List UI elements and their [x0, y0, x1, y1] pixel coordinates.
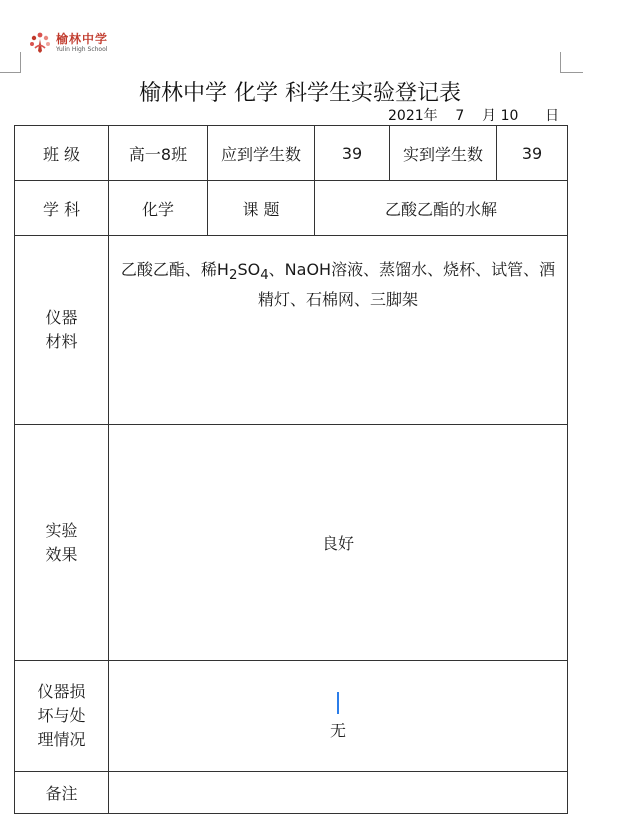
- class-label: 班 级: [15, 126, 109, 181]
- class-value[interactable]: 高一8班: [109, 126, 208, 181]
- subject-value[interactable]: 化学: [109, 181, 208, 236]
- remarks-value[interactable]: [109, 772, 568, 814]
- materials-label-line: 仪器: [45, 308, 78, 327]
- materials-text: SO: [237, 260, 261, 279]
- expected-students-label: 应到学生数: [208, 126, 315, 181]
- damage-label-line: 仪器损: [37, 682, 86, 701]
- damage-value: 无: [329, 720, 346, 740]
- logo-name-cn: 榆林中学: [56, 32, 109, 46]
- effect-label-line: 效果: [45, 544, 78, 564]
- effect-value[interactable]: 良好: [109, 425, 568, 661]
- effect-row: [15, 425, 568, 661]
- experiment-registration-table: [14, 125, 568, 814]
- crop-mark-left: [0, 52, 21, 73]
- school-emblem-icon: [28, 31, 52, 55]
- remarks-row: [15, 772, 568, 814]
- subject-label: 学 科: [15, 181, 109, 236]
- damage-value-cell[interactable]: [109, 661, 568, 772]
- crop-mark-right: [560, 52, 583, 73]
- damage-row: [15, 661, 568, 772]
- materials-subscript: 2: [228, 268, 238, 284]
- damage-label-line: 理情况: [37, 730, 86, 749]
- materials-text: 乙酸乙酯、稀H: [120, 260, 229, 279]
- class-row: [15, 126, 568, 181]
- materials-text: 、NaOH溶液、蒸馏水、烧杯、试管、酒精灯、石棉网、三脚架: [257, 260, 556, 310]
- topic-value[interactable]: 乙酸乙酯的水解: [315, 181, 568, 236]
- topic-label: 课 题: [208, 181, 315, 236]
- materials-value[interactable]: [109, 236, 568, 425]
- materials-label-line: 材料: [45, 332, 78, 351]
- damage-label-line: 坏与处: [37, 706, 86, 725]
- materials-label: [15, 236, 109, 425]
- record-date: 2021年 7 月 10 日: [388, 108, 560, 124]
- expected-students-value[interactable]: 39: [315, 126, 390, 181]
- damage-label: [15, 661, 109, 772]
- logo-name-en: Yulin High School: [56, 46, 108, 53]
- remarks-label: 备注: [15, 772, 109, 814]
- effect-label-line: 实验: [45, 520, 78, 540]
- school-logo: [28, 30, 108, 56]
- materials-subscript: 4: [260, 268, 269, 284]
- document-title: 榆林中学 化学 科学生实验登记表: [139, 81, 461, 106]
- subject-row: [15, 181, 568, 236]
- actual-students-value[interactable]: 39: [497, 126, 568, 181]
- materials-row: [15, 236, 568, 425]
- effect-label: [15, 425, 109, 661]
- actual-students-label: 实到学生数: [390, 126, 497, 181]
- text-cursor: [337, 692, 339, 714]
